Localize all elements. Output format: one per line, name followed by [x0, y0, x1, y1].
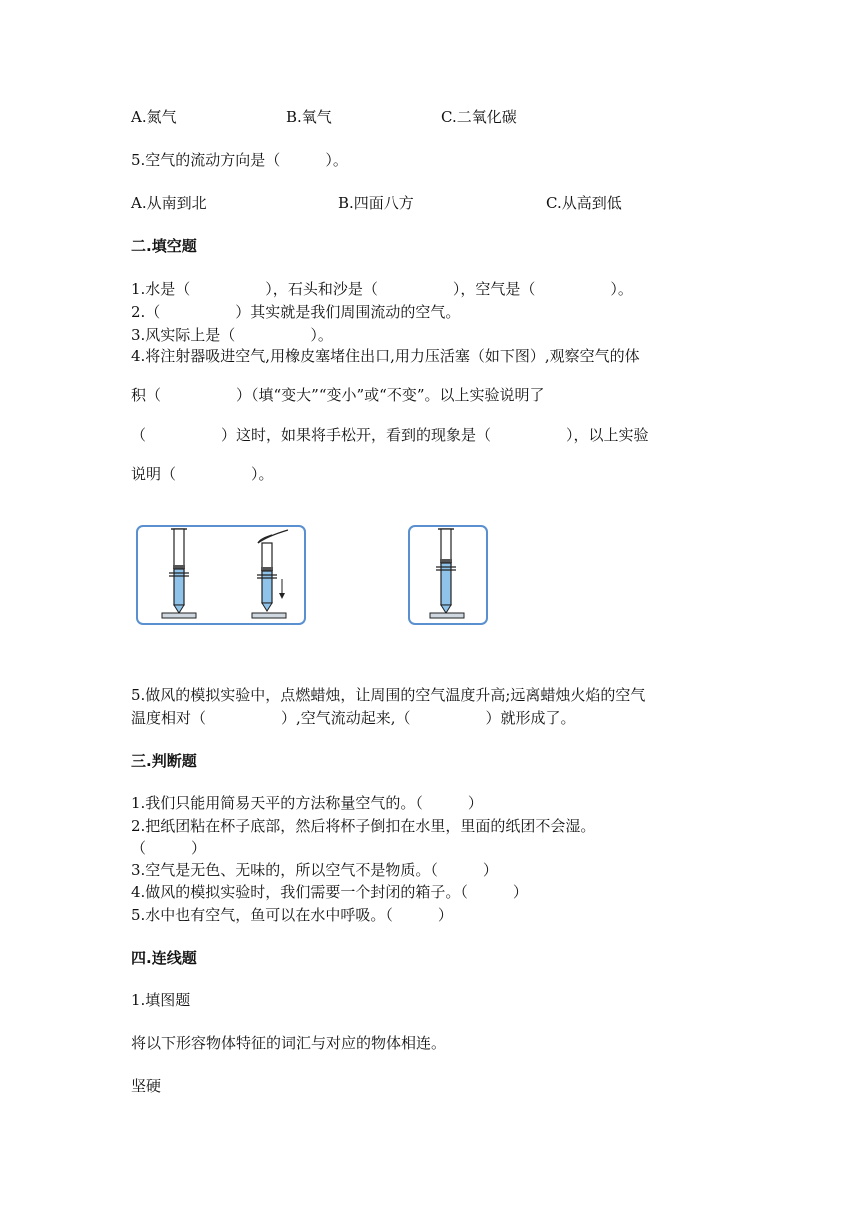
pressed-syringe-icon — [252, 530, 288, 618]
fill-question: 1.水是（ ），石头和沙是（ ），空气是（ ）。 — [131, 280, 633, 298]
judge-question: 1.我们只能用简易天平的方法称量空气的。（ ） — [131, 794, 483, 812]
fill-question: 3.风实际上是（ ）。 — [131, 326, 333, 344]
fill-question: 4.将注射器吸进空气,用橡皮塞堵住出口,用力压活塞（如下图）,观察空气的体 — [131, 347, 640, 365]
fill-question: 5.做风的模拟实验中，点燃蜡烛，让周围的空气温度升高;远离蜡烛火焰的空气 — [131, 686, 646, 704]
judge-question: 5.水中也有空气，鱼可以在水中呼吸。（ ） — [131, 906, 453, 924]
fill-question-line: 温度相对（ ）,空气流动起来,（ ）就形成了。 — [131, 709, 576, 727]
judge-question: 2.把纸团粘在杯子底部，然后将杯子倒扣在水里，里面的纸团不会湿。 — [131, 817, 596, 835]
option-a: A.氮气 — [131, 108, 177, 126]
fill-question-line: 积（ ）（填“变大”“变小”或“不变”。以上实验说明了 — [131, 386, 545, 404]
option-b: B.四面八方 — [338, 194, 414, 212]
fill-question: 2.（ ）其实就是我们周围流动的空气。 — [131, 303, 461, 321]
match-word: 坚硬 — [131, 1077, 162, 1095]
instruction: 将以下形容物体特征的词汇与对应的物体相连。 — [131, 1034, 447, 1052]
syringe-icon — [162, 529, 196, 618]
option-a: A.从南到北 — [131, 194, 207, 212]
syringe-figure-right — [408, 525, 488, 625]
section-title: 三.判断题 — [131, 752, 197, 770]
fill-question-line: 说明（ ）。 — [131, 465, 274, 483]
section-title: 二.填空题 — [131, 237, 197, 255]
option-b: B.氧气 — [286, 108, 332, 126]
judge-question: 3.空气是无色、无味的，所以空气不是物质。（ ） — [131, 861, 498, 879]
judge-question: 4.做风的模拟实验时，我们需要一个封闭的箱子。（ ） — [131, 883, 528, 901]
option-c: C.从高到低 — [546, 194, 622, 212]
syringe-icon — [430, 529, 464, 618]
option-c: C.二氧化碳 — [441, 108, 517, 126]
fill-question-line: （ ）这时，如果将手松开，看到的现象是（ ），以上实验 — [131, 426, 649, 444]
section-title: 四.连线题 — [131, 949, 197, 967]
syringe-figure-left — [136, 525, 306, 625]
question-stem: 5.空气的流动方向是（ ）。 — [131, 151, 348, 169]
question-title: 1.填图题 — [131, 991, 191, 1009]
judge-question-line: （ ） — [131, 839, 207, 857]
